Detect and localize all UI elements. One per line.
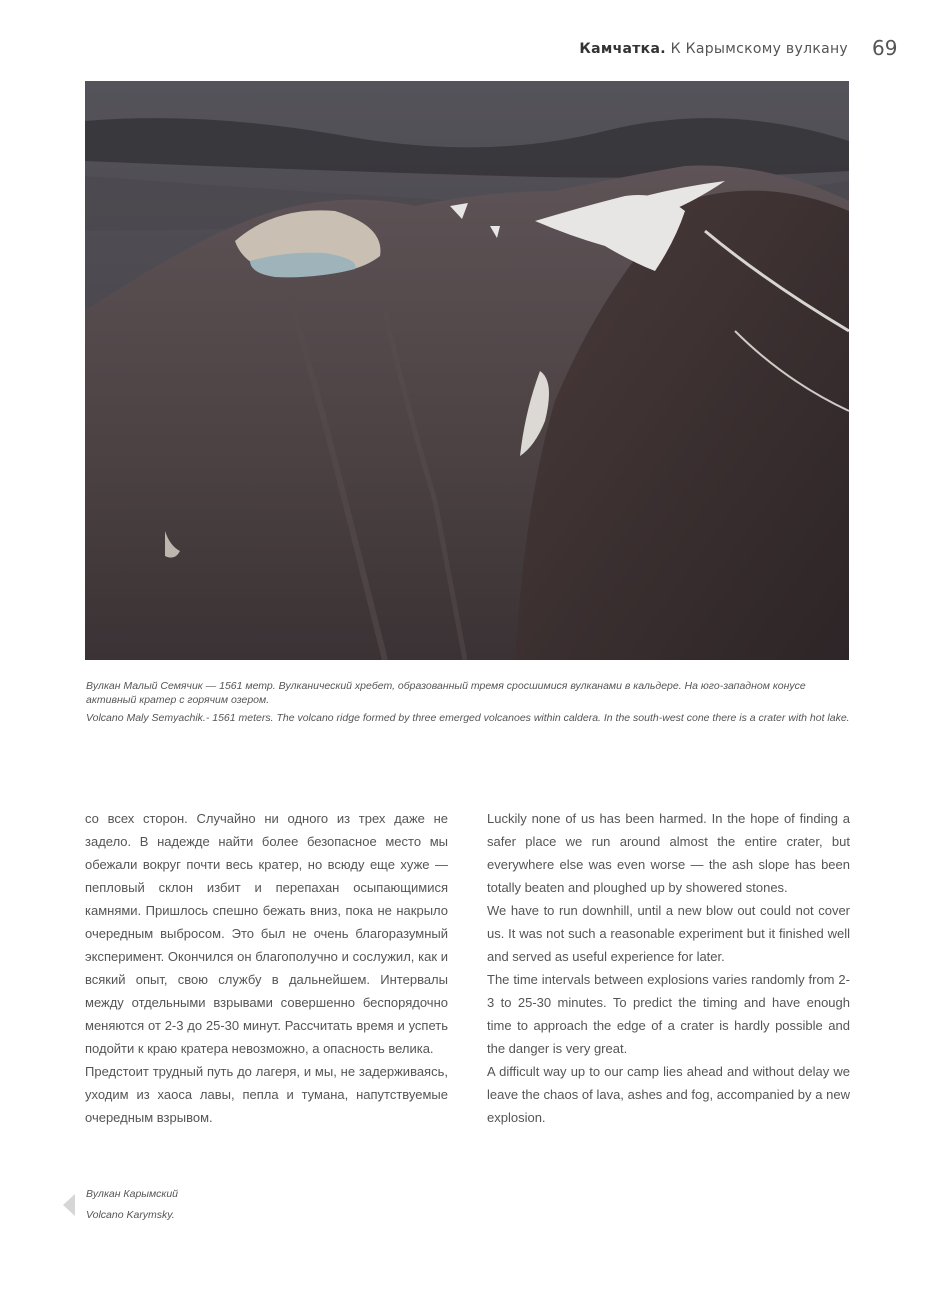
paragraph: The time intervals between explosions varies randomly from 2-3 to 25-30 minutes. To predict the timing and have enough time to approach the edge of a crater is hardly possible and the danger is very great. [487, 972, 850, 1056]
facing-caption-russian: Вулкан Карымский [86, 1188, 178, 1200]
facing-page-caption [86, 1184, 178, 1226]
body-column-english [487, 807, 850, 1129]
running-head [579, 41, 848, 57]
volcano-illustration [85, 81, 849, 660]
triangle-left-icon [63, 1194, 75, 1216]
caption-russian: Вулкан Малый Семячик — 1561 метр. Вулканический хребет, образованный тремя сросшимися вулканами в кальдере. На юго-западном конусе активный кратер с горячим озером. [86, 680, 806, 706]
body-column-russian [85, 807, 448, 1129]
volcano-photo [85, 81, 849, 660]
photo-caption [86, 679, 851, 729]
paragraph: We have to run downhill, until a new blow out could not cover us. It was not such a reasonable experiment but it finished well and served as useful experience for later. [487, 903, 850, 964]
paragraph: Luckily none of us has been harmed. In the hope of finding a safer place we run around almost the entire crater, but everywhere else was even worse — the ash slope has been totally beaten and ploughed up by showered stones. [487, 811, 850, 895]
paragraph: Предстоит трудный путь до лагеря, и мы, не задерживаясь, уходим из хаоса лавы, пепла и тумана, напутствуемые очередным взрывом. [85, 1064, 448, 1125]
caption-english: Volcano Maly Semyachik.- 1561 meters. The volcano ridge formed by three emerged volcanoes within caldera. In the south-west cone there is a crater with hot lake. [86, 712, 850, 724]
facing-caption-english: Volcano Karymsky. [86, 1209, 175, 1221]
running-head-title: К Карымскому вулкану [670, 41, 848, 57]
page-number: 69 [872, 36, 898, 60]
paragraph: со всех сторон. Случайно ни одного из трех даже не задело. В надежде найти более безопасное место мы обежали вокруг почти весь кратер, но всюду еще хуже — пепловый склон избит и перепахан осыпающимися камнями. Пришлось спешно бежать вниз, пока не накрыло очередным выбросом. Это был не очень благоразумный эксперимент. Окончился он благополучно и сослужил, как и всякий опыт, свою службу в дальнейшем. Интервалы между отдельными взрывами совершенно беспорядочно меняются от 2-3 до 25-30 минут. Рассчитать время и успеть подойти к краю кратера невозможно, а опасность велика. [85, 811, 448, 1056]
paragraph: A difficult way up to our camp lies ahead and without delay we leave the chaos of lava, ashes and fog, accompanied by a new explosion. [487, 1064, 850, 1125]
running-head-section: Камчатка. [579, 41, 666, 57]
